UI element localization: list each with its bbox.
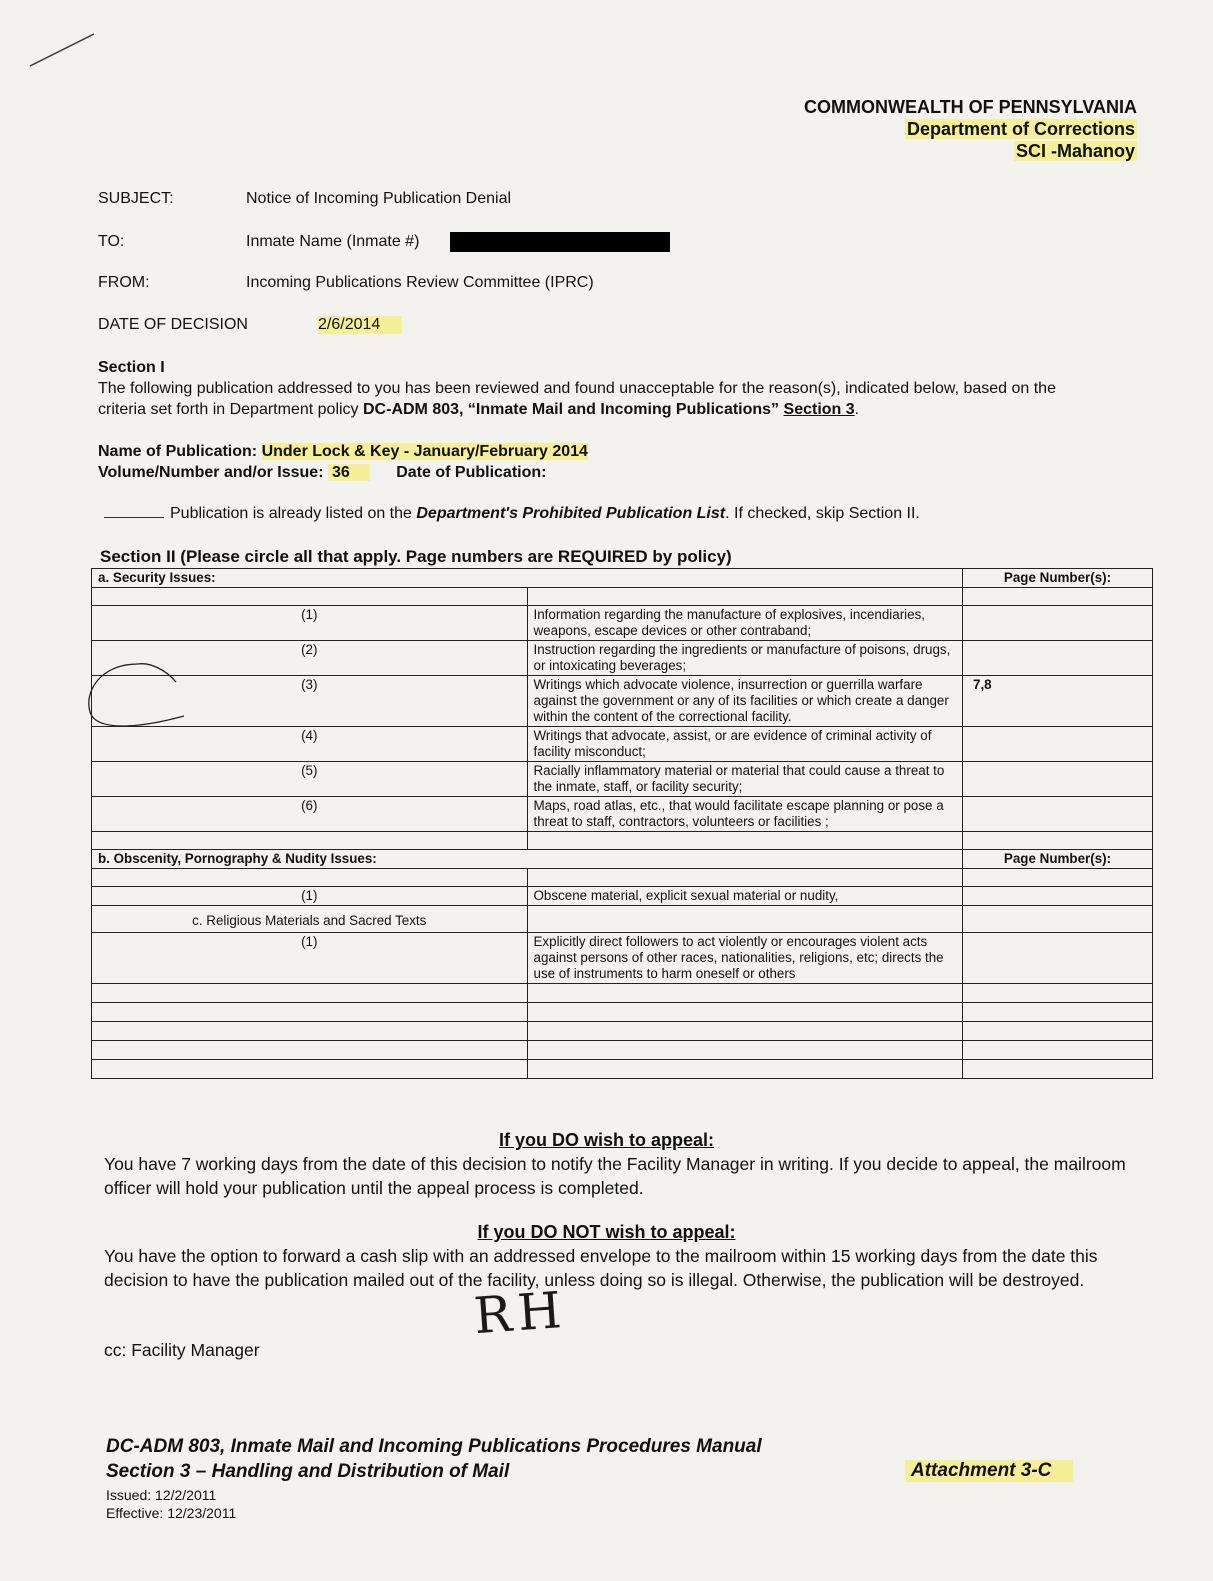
row-number: (4) [92,727,528,762]
table-row[interactable] [92,932,1153,983]
row-text: Maps, road atlas, etc., that would facilitate escape planning or pose a threat to staff, contractors, volunteers or facilities ; [527,797,963,832]
table-row[interactable] [92,797,1153,832]
handwritten-initials: RH [472,1280,570,1346]
row-text: Instruction regarding the ingredients or manufacture of poisons, drugs, or intoxicating beverages; [527,641,963,676]
row-pages [963,727,1153,762]
table-row[interactable] [92,641,1153,676]
section-1-text: The following publication addressed to you has been reviewed and found unacceptable for the reason(s), indicated below, based on the criteria set forth in Department policy DC-ADM 803, “Inmate Mail and Incoming Publications” Section 3. [98,380,1056,418]
date-of-decision-label: DATE OF DECISION [98,316,248,333]
row-text: Explicitly direct followers to act violently or encourages violent acts against persons of other races, nationalities, religions, etc; directs the use of instruments to harm oneself or others [527,932,963,983]
row-text: Information regarding the manufacture of explosives, incendiaries, weapons, escape devices or other contraband; [527,606,963,641]
row-pages [963,932,1153,983]
row-number: (6) [92,797,528,832]
security-header-row [92,569,1153,588]
prohibited-list-row [104,503,920,523]
page-numbers-header: Page Number(s): [963,850,1153,869]
obscenity-header-row [92,850,1153,869]
row-pages [963,641,1153,676]
page-numbers-header: Page Number(s): [963,569,1153,588]
row-number: (5) [92,762,528,797]
publication-name-label: Name of Publication: [98,443,258,460]
appeal-title: If you DO wish to appeal: [498,1130,714,1150]
row-number: (1) [92,606,528,641]
cc-line: cc: Facility Manager [104,1340,260,1360]
row-pages [963,797,1153,832]
row-text: Writings which advocate violence, insurrection or guerrilla warfare against the government or any of its facilities or which create a danger within the content of the correctional facility. [527,676,963,727]
subject-value: Notice of Incoming Publication Denial [246,190,512,207]
table-row[interactable] [92,887,1153,906]
subject-label: SUBJECT: [98,190,174,207]
to-label: TO: [98,233,125,250]
row-number: (1) [92,932,528,983]
table-row[interactable] [92,727,1153,762]
table-row [92,1059,1153,1078]
table-row[interactable] [92,762,1153,797]
section-1 [98,357,1108,420]
footer-issued: Issued: 12/2/2011 [106,1487,217,1503]
date-of-decision-value: 2/6/2014 [318,316,402,334]
prohibited-text-a: Publication is already listed on the [170,505,417,522]
table-row [92,832,1153,850]
issues-table [91,568,1153,1079]
table-row [92,1040,1153,1059]
table-row[interactable] [92,676,1153,727]
row-number: (1) [92,887,528,906]
table-row [92,1002,1153,1021]
table-row[interactable] [92,606,1153,641]
publication-name-row [98,441,588,462]
letterhead-department: Department of Corrections [906,119,1135,139]
row-number: (2) [92,641,528,676]
prohibited-list-name: Department's Prohibited Publication List [416,505,726,522]
letterhead-facility: SCI -Mahanoy [1015,141,1135,161]
handwritten-circle [80,652,200,742]
to-value: Inmate Name (Inmate #) [246,233,420,250]
redaction-bar [450,232,670,252]
footer-manual-title: DC-ADM 803, Inmate Mail and Incoming Publications Procedures Manual [106,1436,762,1457]
no-appeal-text: You have the option to forward a cash slip with an addressed envelope to the mailroom within 15 working days from the date this decision to have the publication mailed out of the facility, unless doing so is illegal. Otherwise, the publication will be destroyed. [104,1246,1098,1290]
footer-section-title: Section 3 – Handling and Distribution of Mail [106,1461,510,1482]
row-text: Obscene material, explicit sexual material or nudity, [527,887,963,906]
section-2-title: Section II (Please circle all that apply. Page numbers are REQUIRED by policy) [100,547,732,566]
obscenity-issues-header: b. Obscenity, Pornography & Nudity Issues: [92,850,963,869]
appeal-text: You have 7 working days from the date of this decision to notify the Facility Manager in writing. If you decide to appeal, the mailroom officer will hold your publication until the appeal process is completed. [104,1154,1126,1198]
letterhead-commonwealth: COMMONWEALTH OF PENNSYLVANIA [804,97,1137,117]
letterhead [804,96,1137,162]
table-row [92,588,1153,606]
pen-mark [28,30,98,70]
row-text: Writings that advocate, assist, or are evidence of criminal activity of facility misconduct; [527,727,963,762]
no-appeal-title: If you DO NOT wish to appeal: [477,1222,736,1242]
from-label: FROM: [98,274,150,291]
volume-row [98,462,546,483]
publication-name-value: Under Lock & Key - January/February 2014 [261,443,588,460]
security-issues-header: a. Security Issues: [92,569,963,588]
row-text: Racially inflammatory material or material that could cause a threat to the inmate, staff, or facility security; [527,762,963,797]
table-row [92,1021,1153,1040]
religious-materials-label: c. Religious Materials and Sacred Texts [92,906,528,933]
row-pages [963,887,1153,906]
volume-value: 36 [328,464,370,481]
row-number: (3) [92,676,528,727]
from-value: Incoming Publications Review Committee (IPRC) [246,274,594,291]
section-1-text-a: The following publication addressed to you has been reviewed and found unacceptable for the reason(s), indicated below, based on the criteria set forth in Department policy [98,380,1056,418]
footer-effective: Effective: 12/23/2011 [106,1505,237,1521]
prohibited-text-c: . If checked, skip Section II. [725,505,920,522]
date-of-publication-label: Date of Publication: [396,464,547,481]
policy-reference: DC-ADM 803, “Inmate Mail and Incoming Publications” [363,401,780,418]
prohibited-list-checkbox[interactable] [104,503,164,518]
row-pages [963,606,1153,641]
row-pages: 7,8 [963,676,1153,727]
row-pages [963,762,1153,797]
section-1-title: Section I [98,359,165,376]
table-row [92,906,1153,933]
table-row [92,869,1153,887]
attachment-label: Attachment 3-C [905,1460,1073,1482]
table-row [92,983,1153,1002]
volume-label: Volume/Number and/or Issue: [98,464,324,481]
section-3-reference: Section 3 [783,401,855,418]
